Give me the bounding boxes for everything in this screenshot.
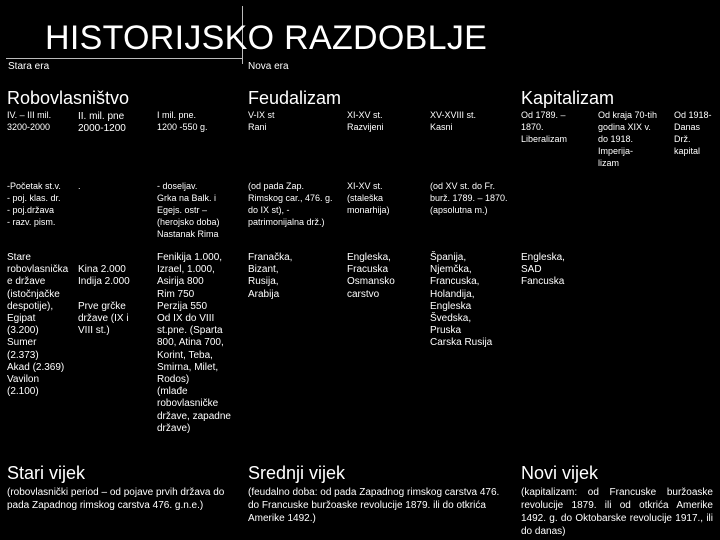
- footer-srednji-title: Srednji vijek: [248, 463, 346, 483]
- page-title: HISTORIJSKO RAZDOBLJE: [45, 19, 488, 57]
- footer-novi-title: Novi vijek: [521, 463, 599, 483]
- footer-stari-text: (robovlasnički period – od pojave prvih država do pada Zapadnog rimskog carstva 476. g.n.e.): [7, 487, 225, 511]
- cell-r1-c4: V-IX st Rani: [248, 110, 275, 132]
- footer-novi-text: (kapitalizam: od Francuske buržoaske revolucije 1879. ili od otkrića Amerike 1492. g. do Oktobarske revolucije 1917., ili do danas): [521, 487, 713, 537]
- cell-r3-c5: Engleska, Fracuska Osmansko carstvo: [347, 252, 395, 300]
- cell-r1-c9: Od 1918- Danas Drž. kapital: [674, 110, 712, 156]
- heading-feudalizam: Feudalizam: [248, 88, 342, 108]
- cell-r2-c5: XI-XV st. (staleška monarhija): [347, 181, 390, 215]
- cell-r3-c3: Fenikija 1.000, Izrael, 1.000, Asirija 800 Rim 750 Perzija 550 Od IX do VIII st.pne. (Sparta 800, Atina 700, Korint, Teba, Smirna, Milet, Rodos) (mlađe robovlasničke države, zapadne države): [157, 252, 231, 434]
- cell-r3-c4: Franačka, Bizant, Rusija, Arabija: [248, 252, 293, 300]
- cell-r2-c4: (od pada Zap. Rimskog car., 476. g. do IX st), - patrimonijalna drž.): [248, 181, 333, 227]
- heading-kapitalizam: Kapitalizam: [521, 88, 615, 108]
- cell-r2-c1: -Početak st.v. - poj. klas. dr. - poj.država - razv. pism.: [7, 181, 61, 227]
- cell-r2-c6: (od XV st. do Fr. burž. 1789. – 1870. (apsolutna m.): [430, 181, 508, 215]
- footer-stari-title: Stari vijek: [7, 463, 86, 483]
- title-divider-horizontal: [6, 58, 242, 59]
- cell-r3-c7: Engleska, SAD Fancuska: [521, 252, 565, 288]
- cell-r1-c3: I mil. pne. 1200 -550 g.: [157, 110, 208, 132]
- cell-r1-c6: XV-XVIII st. Kasni: [430, 110, 477, 132]
- cell-r2-c2: .: [78, 181, 81, 191]
- cell-r2-c3: - doseljav. Grka na Balk. i Egejs. ostr – (herojsko doba) Nastanak Rima: [157, 181, 220, 239]
- footer-srednji-text: (feudalno doba: od pada Zapadnog rimskog carstva 476. do Francuske buržoaske revolucije 1879. ili do otkrića Amerike 1492.): [248, 487, 500, 524]
- heading-robovlasnistvo: Robovlasništvo: [7, 88, 130, 108]
- cell-r1-c8: Od kraja 70-tih godina XIX v. do 1918. Imperija- lizam: [598, 110, 658, 168]
- cell-r3-c1: Stare robovlasnička e države (istočnjačke despotije), Egipat (3.200) Sumer (2.373) Akad (2.369) Vavilon (2.100): [7, 252, 69, 398]
- era-old-label: Stara era: [8, 61, 50, 72]
- era-new-label: Nova era: [248, 61, 289, 72]
- cell-r1-c2: II. mil. pne 2000-1200: [78, 111, 126, 134]
- cell-r3-c6: Španija, Njemčka, Francuska, Holandija, Engleska Švedska, Pruska Carska Rusija: [430, 252, 493, 349]
- cell-r1-c5: XI-XV st. Razvijeni: [347, 110, 384, 132]
- cell-r1-c1: IV. – III mil. 3200-2000: [7, 110, 52, 132]
- cell-r1-c7: Od 1789. – 1870. Liberalizam: [521, 110, 568, 144]
- cell-r3-c2: Kina 2.000 Indija 2.000 Prve grčke države (IX i VIII st.): [78, 264, 130, 337]
